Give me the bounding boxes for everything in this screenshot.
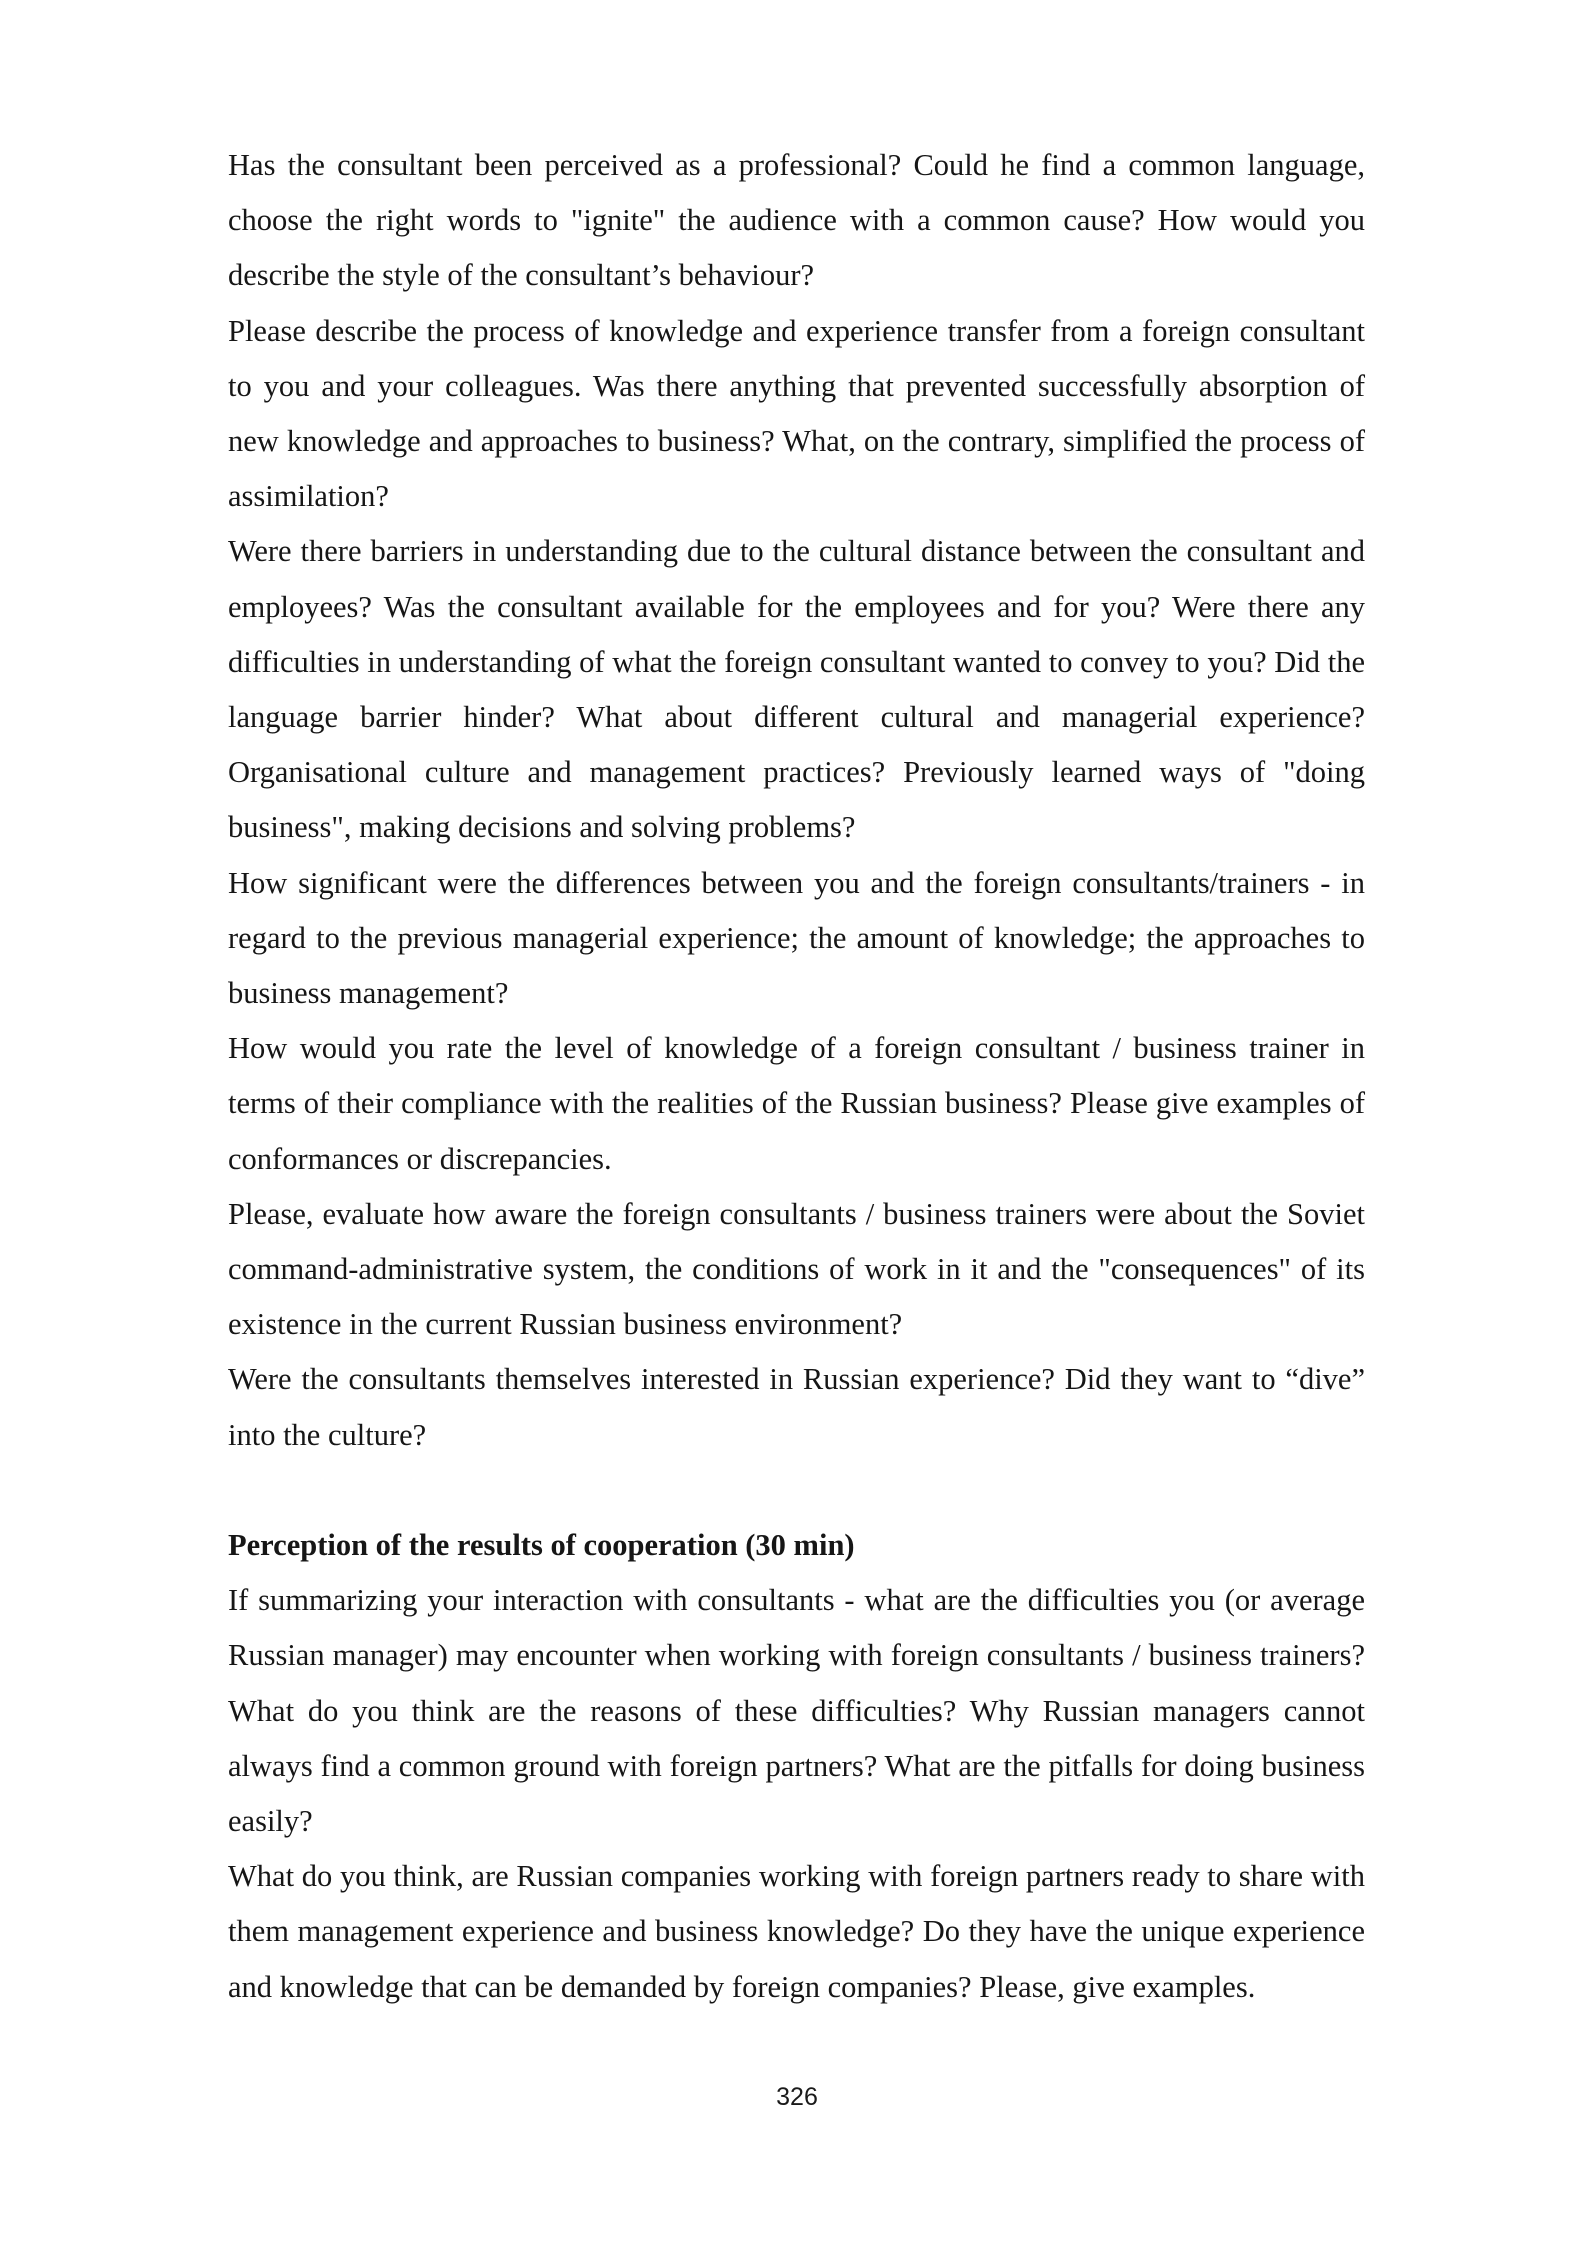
paragraph-soviet-system: Please, evaluate how aware the foreign consultants / business trainers were about the Soviet command-administrative system, the conditions of work in it and the "consequences" of its existence in the current Russian business environment? bbox=[228, 1196, 1365, 1342]
paragraph-summarizing-difficulties: If summarizing your interaction with consultants - what are the difficulties you (or average Russian manager) may encounter when working with foreign consultants / business trainers? What do you think are the reasons of these difficulties? Why Russian managers cannot always find a common ground with foreign partners? What are the pitfalls for doing business easily? bbox=[228, 1583, 1365, 1839]
paragraph-differences: How significant were the differences between you and the foreign consultants/trainers - in regard to the previous managerial experience; the amount of knowledge; the approaches to business management? bbox=[228, 865, 1365, 1011]
paragraph-consultant-interest: Were the consultants themselves interested in Russian experience? Did they want to “dive” into the culture? bbox=[228, 1362, 1365, 1452]
paragraph-knowledge-transfer: Please describe the process of knowledge and experience transfer from a foreign consultant to you and your colleagues. Was there anything that prevented successfully absorption of new knowledge and approaches to business? What, on the contrary, simplified the process of assimilation? bbox=[228, 313, 1365, 514]
paragraph-knowledge-rating: How would you rate the level of knowledge of a foreign consultant / business trainer in terms of their compliance with the realities of the Russian business? Please give examples of conformances or discrepancies. bbox=[228, 1031, 1365, 1176]
document-body bbox=[228, 138, 1365, 2015]
section-heading: Perception of the results of cooperation (30 min) bbox=[228, 1528, 855, 1563]
section-spacer bbox=[228, 1463, 1365, 1518]
paragraph-consultant-professionalism: Has the consultant been perceived as a professional? Could he find a common language, choose the right words to "ignite" the audience with a common cause? How would you describe the style of the consultant’s behaviour? bbox=[228, 148, 1365, 293]
paragraph-cultural-barriers: Were there barriers in understanding due to the cultural distance between the consultant and employees? Was the consultant available for the employees and for you? Were there any difficulties in understanding of what the foreign consultant wanted to convey to you? Did the language barrier hinder? What about different cultural and managerial experience? Organisational culture and management practices? Previously learned ways of "doing business", making decisions and solving problems? bbox=[228, 534, 1365, 845]
paragraph-sharing-experience: What do you think, are Russian companies working with foreign partners ready to share with them management experience and business knowledge? Do they have the unique experience and knowledge that can be demanded by foreign companies? Please, give examples. bbox=[228, 1859, 1365, 2004]
page-number: 326 bbox=[776, 2083, 818, 2111]
